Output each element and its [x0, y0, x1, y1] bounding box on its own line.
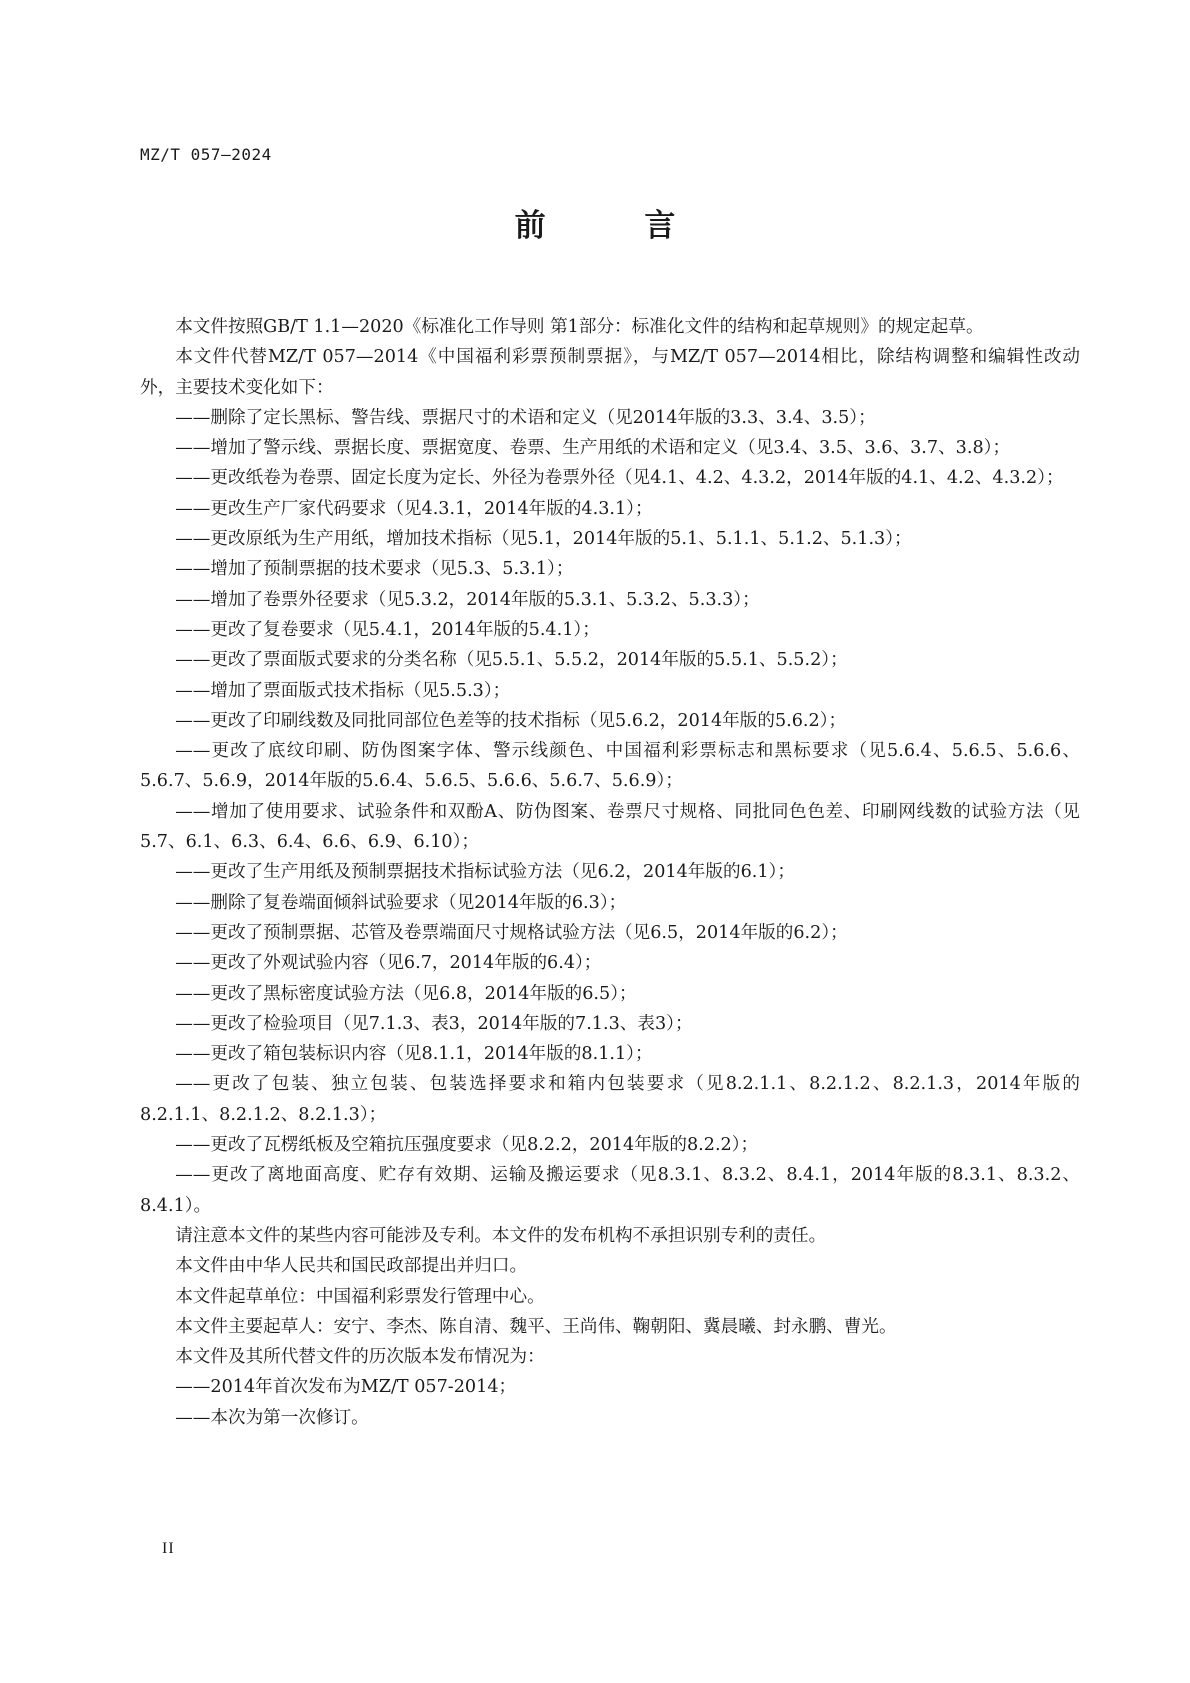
list-item: ——更改了外观试验内容（见6.7，2014年版的6.4）； [175, 953, 602, 974]
list-item: ——删除了复卷端面倾斜试验要求（见2014年版的6.3）； [175, 892, 627, 913]
list-item: ——更改了检验项目（见7.1.3、表3，2014年版的7.1.3、表3）； [175, 1013, 693, 1034]
list-item: ——更改了票面版式要求的分类名称（见5.5.1、5.5.2，2014年版的5.5.1、5.5.2）； [175, 650, 848, 671]
paragraph: 本文件代替MZ/T 057—2014《中国福利彩票预制票据》，与MZ/T 057—2014相比，除结构调整和编辑性改动外，主要技术变化如下： [140, 347, 1080, 398]
page-number: II [162, 1540, 175, 1557]
list-item: ——更改了包装、独立包装、包装选择要求和箱内包装要求（见8.2.1.1、8.2.1.2、8.2.1.3，2014年版的8.2.1.1、8.2.1.2、8.2.1.3）； [140, 1074, 1080, 1125]
list-item: ——增加了卷票外径要求（见5.3.2，2014年版的5.3.1、5.3.2、5.3.3）； [175, 589, 760, 610]
paragraph: 本文件按照GB/T 1.1—2020《标准化工作导则 第1部分：标准化文件的结构和起草规则》的规定起草。 [175, 317, 984, 337]
paragraph: 本文件起草单位：中国福利彩票发行管理中心。 [175, 1286, 545, 1307]
list-item: ——增加了警示线、票据长度、票据宽度、卷票、生产用纸的术语和定义（见3.4、3.5、3.6、3.7、3.8）； [175, 438, 1011, 459]
list-item: ——增加了使用要求、试验条件和双酚A、防伪图案、卷票尺寸规格、同批同色色差、印刷网线数的试验方法（见5.7、6.1、6.3、6.4、6.6、6.9、6.10）； [140, 801, 1080, 853]
list-item: ——增加了预制票据的技术要求（见5.3、5.3.1）； [175, 559, 574, 580]
list-item: ——增加了票面版式技术指标（见5.5.3）； [175, 680, 511, 701]
list-item: ——更改了箱包装标识内容（见8.1.1，2014年版的8.1.1）； [175, 1044, 653, 1065]
list-item: ——更改了复卷要求（见5.4.1，2014年版的5.4.1）； [175, 619, 600, 640]
paragraph: 请注意本文件的某些内容可能涉及专利。本文件的发布机构不承担识别专利的责任。 [175, 1225, 827, 1246]
paragraph: 本文件主要起草人：安宁、李杰、陈自清、魏平、王尚伟、鞠朝阳、冀晨曦、封永鹏、曹光。 [175, 1316, 897, 1337]
paragraph: 本文件由中华人民共和国民政部提出并归口。 [175, 1256, 528, 1277]
list-item: ——更改了底纹印刷、防伪图案字体、警示线颜色、中国福利彩票标志和黑标要求（见5.6.4、5.6.5、5.6.6、5.6.7、5.6.9，2014年版的5.6.4、5.6.5、5.6.6、5.6.7、5.6.9）； [140, 741, 1080, 792]
list-item: ——更改生产厂家代码要求（见4.3.1，2014年版的4.3.1）； [175, 498, 653, 519]
paragraph: 本文件及其所代替文件的历次版本发布情况为： [175, 1347, 545, 1368]
list-item: ——2014年首次发布为MZ/T 057-2014； [175, 1377, 517, 1398]
list-item: ——删除了定长黑标、警告线、票据尺寸的术语和定义（见2014年版的3.3、3.4、3.5）； [175, 407, 876, 428]
page-title: 前 言 [514, 208, 720, 244]
list-item: ——本次为第一次修订。 [175, 1407, 369, 1428]
list-item: ——更改了黑标密度试验方法（见6.8，2014年版的6.5）； [175, 983, 637, 1004]
document-id: MZ/T 057—2024 [140, 145, 272, 164]
list-item: ——更改了离地面高度、贮存有效期、运输及搬运要求（见8.3.1、8.3.2、8.4.1，2014年版的8.3.1、8.3.2、8.4.1）。 [140, 1165, 1080, 1216]
list-item: ——更改了生产用纸及预制票据技术指标试验方法（见6.2，2014年版的6.1）； [175, 862, 795, 883]
list-item: ——更改纸卷为卷票、固定长度为定长、外径为卷票外径（见4.1、4.2、4.3.2，2014年版的4.1、4.2、4.3.2）； [175, 468, 1064, 489]
foreword-body [140, 312, 1080, 1433]
list-item: ——更改原纸为生产用纸，增加技术指标（见5.1，2014年版的5.1、5.1.1、5.1.2、5.1.3）； [175, 529, 912, 550]
list-item: ——更改了印刷线数及同批同部位色差等的技术指标（见5.6.2，2014年版的5.6.2）； [175, 710, 847, 731]
list-item: ——更改了瓦楞纸板及空箱抗压强度要求（见8.2.2，2014年版的8.2.2）； [175, 1135, 759, 1156]
list-item: ——更改了预制票据、芯管及卷票端面尺寸规格试验方法（见6.5，2014年版的6.2）； [175, 922, 848, 943]
